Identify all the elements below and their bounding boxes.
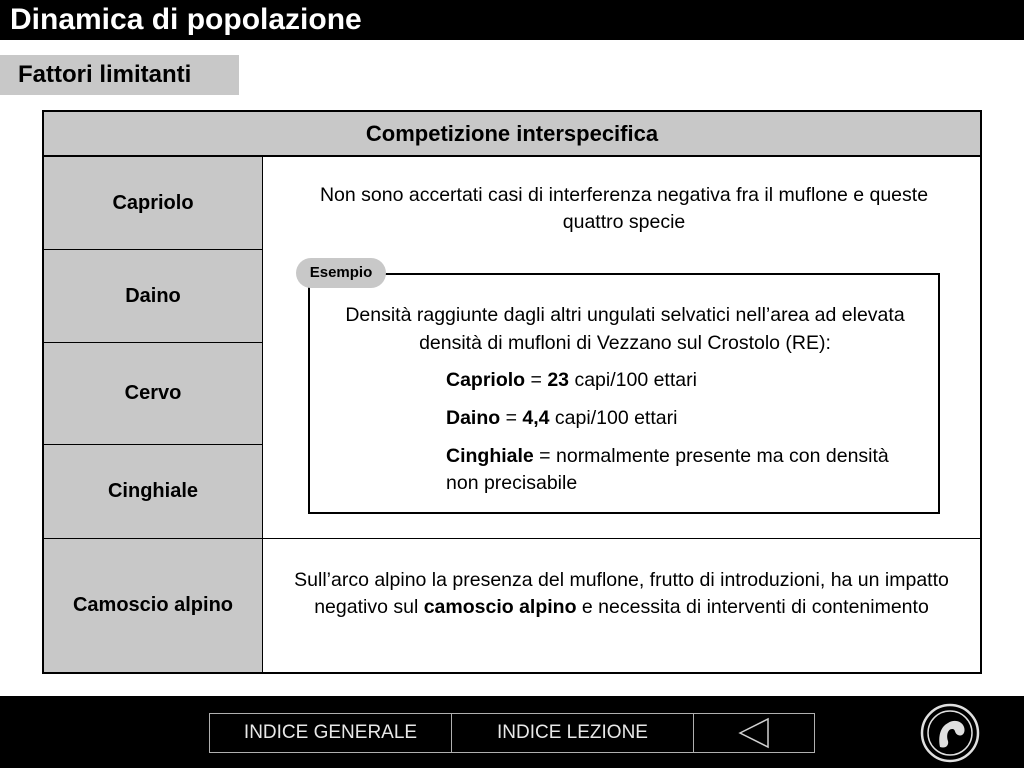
row-label-cervo: Cervo (44, 343, 263, 445)
row-label-capriolo: Capriolo (44, 157, 263, 250)
species-name: Cinghiale (446, 445, 534, 467)
circular-animal-head-logo[interactable] (920, 703, 980, 763)
example-label: Esempio (296, 258, 386, 288)
example-line-cinghiale (446, 443, 906, 497)
note-bottom (269, 567, 974, 621)
density-unit: capi/100 ettari (549, 407, 678, 429)
general-index-button[interactable]: INDICE GENERALE (209, 713, 452, 753)
note-top: Non sono accertati casi di interferenza negativa fra il muflone e queste quattro specie (319, 184, 929, 233)
equals-sign: = (533, 445, 556, 467)
section-subtitle: Fattori limitanti (0, 55, 239, 95)
back-button[interactable] (693, 713, 815, 753)
species-name: Capriolo (446, 369, 526, 391)
density-value: 23 (547, 369, 570, 391)
row-divider (263, 538, 980, 539)
note-bottom-text: Sull’arco alpino la presenza del muflone, frutto di introduzioni, ha un impatto negativo sul (294, 569, 949, 618)
table-heading: Competizione interspecifica (44, 112, 980, 157)
density-unit: capi/100 ettari (569, 369, 697, 391)
example-line-daino (446, 405, 906, 432)
example-box (308, 273, 940, 514)
density-note: normalmente presente ma con densità non precisabile (446, 445, 889, 494)
row-label-camoscio: Camoscio alpino (44, 539, 263, 672)
footer-bar (0, 696, 1024, 768)
equals-sign: = (500, 407, 523, 429)
note-bottom-bold: camoscio alpino (423, 596, 577, 618)
row-label-cinghiale: Cinghiale (44, 445, 263, 539)
note-bottom-end: e necessita di interventi di contenimento (576, 596, 929, 618)
lesson-index-button[interactable]: INDICE LEZIONE (451, 713, 694, 753)
title-bar (0, 0, 1024, 40)
page-title: Dinamica di popolazione (10, 3, 362, 36)
species-name: Daino (446, 407, 501, 429)
competition-table (42, 110, 982, 674)
triangle-left-icon (694, 714, 814, 752)
example-intro: Densità raggiunte dagli altri ungulati selvatici nell’area ad elevata densità di mufloni di Vezzano sul Crostolo (RE): (345, 304, 905, 354)
example-line-capriolo (446, 367, 906, 394)
density-value: 4,4 (522, 407, 550, 429)
row-label-daino: Daino (44, 250, 263, 343)
equals-sign: = (525, 369, 548, 391)
